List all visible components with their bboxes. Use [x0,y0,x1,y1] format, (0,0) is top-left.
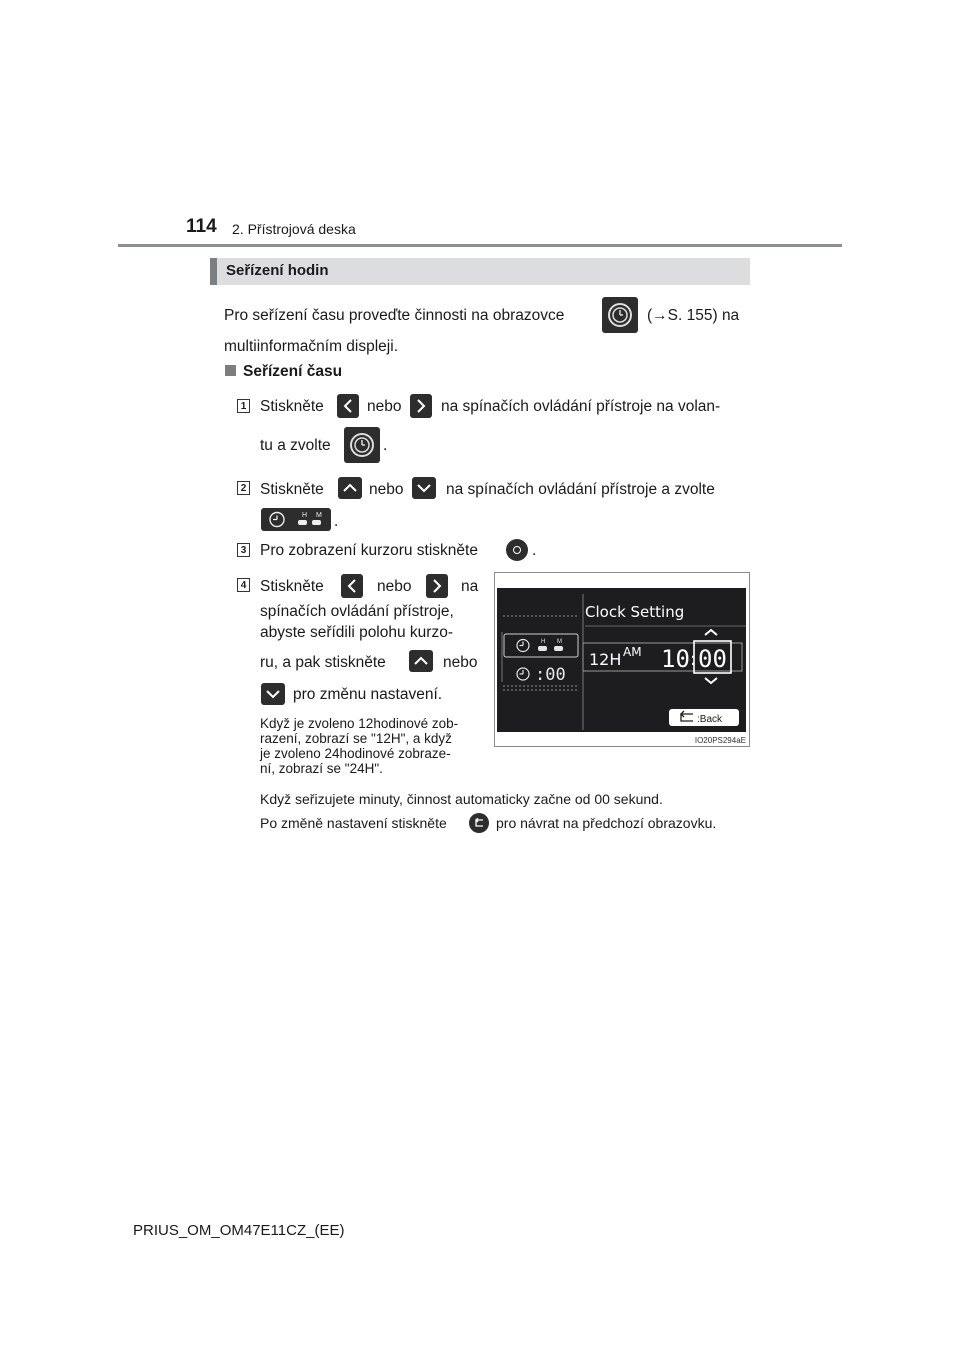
step-4-text-b: nebo [377,578,412,595]
chevron-right-icon [426,574,448,598]
screen-ampm: AM [623,645,642,659]
intro-text-1: Pro seřízení času proveďte činnosti na obrazovce [224,307,565,324]
clock-settings-icon [344,427,380,463]
step-1-text-b: nebo [367,398,402,415]
step-4-line-3: abyste seřídili polohu kurzo- [260,624,453,641]
chevron-right-icon [410,394,432,418]
left-m-label: M [557,639,562,645]
step-4-line-5: pro změnu nastavení. [293,686,443,703]
screen-title: Clock Setting [585,603,685,621]
step-1-text-e: . [383,437,388,454]
chevron-down-icon [412,477,436,499]
step-3-text-b: . [532,542,537,559]
step-4-line-4a: ru, a pak stiskněte [260,654,386,671]
note-1: Když seřizujete minuty, činnost automaticky začne od 00 sekund. [260,791,663,807]
page-number: 114 [186,216,217,237]
step-1-text-a: Stiskněte [260,398,324,415]
left-time-readout: :00 [535,665,566,685]
step-1-text-d: tu a zvolte [260,437,331,454]
clock-settings-icon [602,297,638,333]
screen-hours: 10 [661,645,690,673]
step-2-text-b: nebo [369,481,404,498]
subsection-title: Seřízení času [243,363,343,380]
chevron-down-icon [261,683,285,705]
screen-back-label: :Back [697,714,723,725]
clock-setting-figure [494,572,750,747]
screen-minutes: 00 [698,645,727,673]
section-heading [210,258,750,285]
clock-hm-icon [261,508,331,531]
screen-mode: 12H [589,650,622,669]
ok-button-icon [506,539,528,561]
cursor-up-arrow [705,630,717,635]
side-note [260,716,486,776]
figure-code: IO20PS294aE [694,736,746,745]
side-note-line: razení, zobrazí se "12H", a když [260,731,452,746]
side-note-line: Když je zvoleno 12hodinové zob- [260,716,459,731]
side-note-line: je zvoleno 24hodinové zobraze- [260,746,451,761]
step-2-number: 2 [237,481,250,495]
intro-text-2: multiinformačním displeji. [224,338,398,355]
back-button-icon [469,813,489,833]
subsection-bullet [225,365,236,376]
step-3-number: 3 [237,543,250,557]
step-4-line-2: spínačích ovládání přístroje, [260,603,454,620]
step-2-text-a: Stiskněte [260,481,324,498]
note-2b: pro návrat na předchozí obrazovku. [496,815,717,831]
chevron-up-icon [338,477,362,499]
side-note-line: ní, zobrazí se "24H". [260,761,383,776]
footer-code: PRIUS_OM_OM47E11CZ_(EE) [133,1222,345,1239]
step-2-text-d: . [334,513,339,530]
chevron-left-icon [337,394,359,418]
left-h-label: H [541,639,546,645]
header-rule [118,244,842,247]
step-4-text-c: na [461,578,479,595]
cursor-down-arrow [705,678,717,683]
display-screen [497,588,746,732]
step-2-text-c: na spínačích ovládání přístroje a zvolte [446,481,715,498]
step-1-number: 1 [237,399,250,413]
intro-ref: (→S. 155) na [647,307,740,324]
step-1-text-c: na spínačích ovládání přístroje na volan- [441,398,721,415]
icon-m-label: M [316,512,322,519]
section-title: Seřízení hodin [226,262,329,279]
step-4-line-4b: nebo [443,654,478,671]
step-4-text-a: Stiskněte [260,578,324,595]
note-2a: Po změně nastavení stiskněte [260,815,447,831]
step-3-text-a: Pro zobrazení kurzoru stiskněte [260,542,478,559]
chevron-left-icon [341,574,363,598]
chevron-up-icon [409,650,433,672]
step-4-number: 4 [237,578,250,592]
screen-colon: : [690,649,697,670]
icon-h-label: H [302,512,308,519]
chapter-title: 2. Přístrojová deska [232,221,356,237]
